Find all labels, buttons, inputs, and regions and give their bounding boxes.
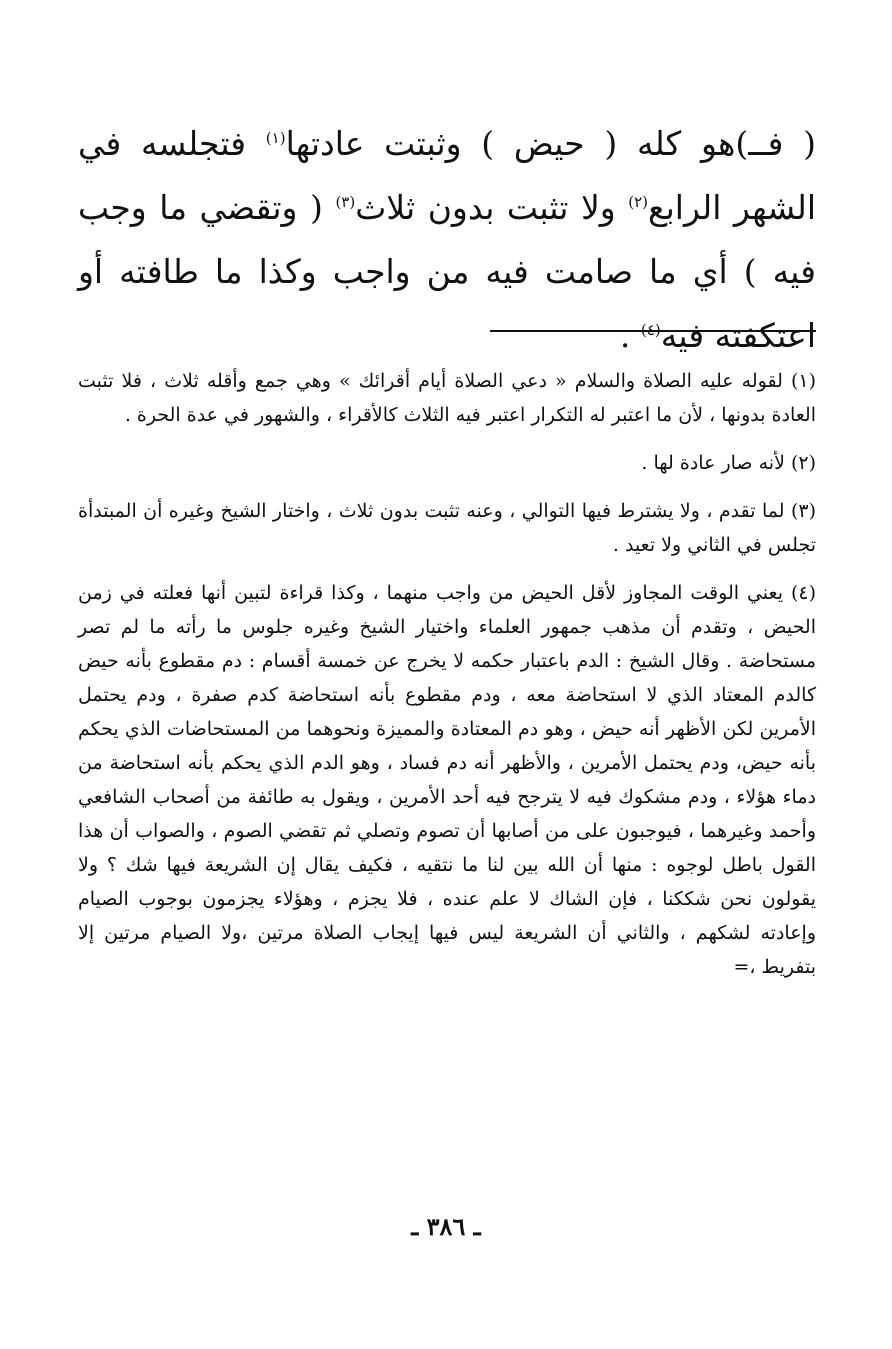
page-content — [78, 112, 816, 978]
main-text-segment: ( وتقضي ما وجب فيه ) أي ما صامت فيه من واجب وكذا ما طافته أو اعتكفته فيه — [78, 188, 816, 355]
footnote-2: (٢) لأنه صار عادة لها . — [641, 452, 816, 474]
main-text-segment: فتجلسه في الشهر الرابع — [78, 124, 816, 227]
main-text-segment: ولا تثبت بدون ثلاث — [355, 188, 629, 227]
main-text-segment: ( فــ)هو كله ( حيض ) وثبتت عادتها — [285, 124, 816, 163]
footnote-ref-3: (٣) — [335, 193, 356, 211]
footnote-ref-2: (٢) — [628, 193, 649, 211]
footnote-separator — [490, 330, 816, 332]
footnotes — [78, 364, 816, 998]
footnote-3: (٣) لما تقدم ، ولا يشترط فيها التوالي ، وعنه تثبت بدون ثلاث ، واختار الشيخ وغيره أن المبتدأة تجلس في الثاني ولا تعيد . — [78, 500, 816, 556]
page-number: ـ ٣٨٦ ـ — [411, 1212, 481, 1241]
main-text-end: . — [619, 316, 641, 355]
footnote-1: (١) لقوله عليه الصلاة والسلام « دعي الصلاة أيام أقرائك » وهي جمع وأقله ثلاث ، فلا تثبت العادة بدونها ، لأن ما اعتبر له التكرار اعتبر فيه الثلاث كالأقراء ، والشهور في عدة الحرة . — [78, 370, 816, 426]
footnote-ref-1: (١) — [265, 129, 286, 147]
footnote-4: (٤) يعني الوقت المجاوز لأقل الحيض من واجب منهما ، وكذا قراءة لتبين أنها فعلته في زمن الحيض ، وتقدم أن مذهب جمهور العلماء واختيار الشيخ وغيره جلوس ما رأته ما لم تصر مستحاضة . وقال الشيخ : الدم باعتبار حكمه لا يخرج عن خمسة أقسام : دم مقطوع بأنه حيض كالدم المعتاد الذي لا استحاضة معه ، ودم مقطوع بأنه استحاضة كدم صفرة ، ودم يحتمل الأمرين لكن الأظهر أنه حيض ، وهو دم المعتادة والمميزة ونحوهما من المستحاضات الذي يحكم بأنه حيض، ودم يحتمل الأمرين ، والأظهر أنه دم فساد ، وهو الدم الذي يحكم بأنه استحاضة من دماء هؤلاء ، ودم مشكوك فيه لا يترجح فيه أحد الأمرين ، ويقول به طائفة من أصحاب الشافعي وأحمد وغيرهما ، فيوجبون على من أصابها أن تصوم وتصلي ثم تقضي الصوم ، والصواب أن هذا القول باطل لوجوه : منها أن الله بين لنا ما نتقيه ، فكيف يقال إن الشريعة فيها شك ؟ ولا يقولون نحن شككنا ، فإن الشاك لا علم عنده ، فلا يجزم ، وهؤلاء يجزمون بوجوب الصيام وإعادته لشكهم ، والثاني أن الشريعة ليس فيها إيجاب الصلاة مرتين ،ولا الصيام مرتين إلا بتفريط ،= — [78, 582, 816, 978]
footnote-ref-4: (٤) — [640, 321, 661, 339]
